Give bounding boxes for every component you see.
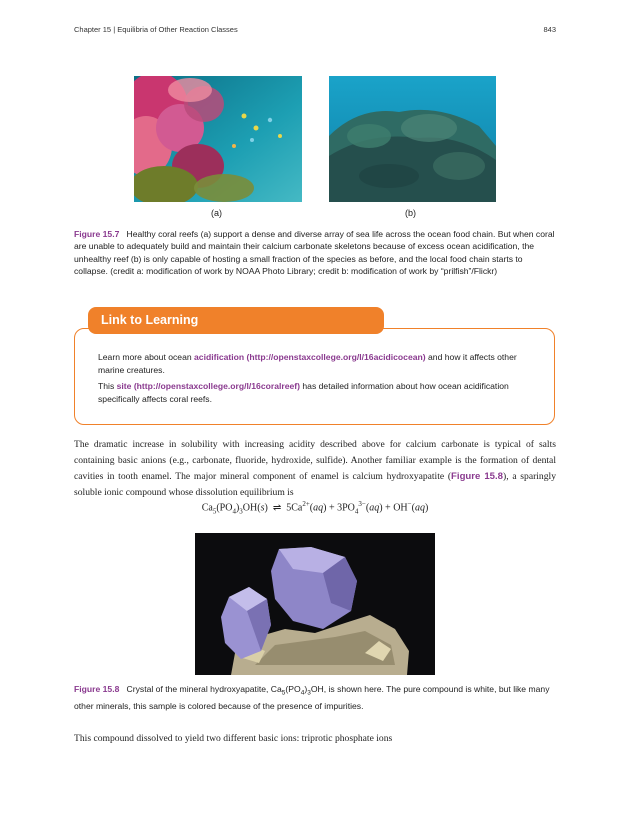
- eq-po4-charge: 3−: [358, 500, 366, 508]
- para1-text-before: The dramatic increase in solubility with increasing acidity described above for calcium carbonate is typical of salts containing basic anions (e.g., carbonate, fluoride, hydroxide, sulfide). Another familiar example is the formation of dental cavities in tooth enamel. The major mineral component of enamel is calcium hydroxyapatite (: [74, 439, 556, 482]
- fig8-caption-mid-1: (PO: [285, 684, 301, 694]
- eq-ca-charge: 2+: [302, 500, 310, 508]
- eq-oh-charge: −: [407, 500, 412, 508]
- fig8-sub-3: 3: [307, 689, 311, 697]
- para1-text-after: ), a sparingly soluble ionic compound whose dissolution equilibrium is: [74, 471, 556, 498]
- eq-oh-close: ): [264, 502, 268, 514]
- eq-aq2-close: ): [379, 502, 383, 514]
- figure-15-8-reference-link[interactable]: Figure 15.8: [451, 471, 504, 482]
- fig8-caption-before: Crystal of the mineral hydroxyapatite, Ca: [126, 684, 282, 694]
- unhealthy-coral-reef-photo: [329, 76, 496, 202]
- page-header: [74, 25, 556, 37]
- figure-a-label: (a): [211, 208, 222, 218]
- eq-aq2: aq: [369, 502, 380, 514]
- link-p1-text-after: and how it affects other marine creatures.: [98, 352, 517, 375]
- eq-ca-sub: 5: [212, 507, 217, 516]
- figure-b-label: (b): [405, 208, 416, 218]
- eq-ca: Ca: [201, 502, 213, 514]
- figure-15-7-number: Figure 15.7: [74, 229, 120, 239]
- eq-po4-open: (PO: [216, 502, 233, 514]
- body-paragraph-2: This compound dissolved to yield two different basic ions: triprotic phosphate ions: [74, 733, 393, 744]
- eq-aq1-open: (: [309, 502, 314, 514]
- coral-reef-site-link[interactable]: site (http://openstaxcollege.org/l/16coralreef): [116, 381, 301, 391]
- body-paragraph-1: [74, 437, 556, 501]
- eq-aq3: aq: [414, 502, 425, 514]
- link-p1-text-before: Learn more about ocean: [98, 352, 195, 362]
- acidification-link[interactable]: acidification (http://openstaxcollege.org/l/16acidicocean): [194, 352, 426, 362]
- eq-aq2-open: (: [365, 502, 370, 514]
- link-p2-text-before: This: [98, 381, 117, 391]
- hydroxyapatite-crystal-photo: [195, 533, 435, 675]
- chapter-title: Chapter 15 | Equilibria of Other Reaction Classes: [74, 25, 238, 34]
- link-paragraph-2: [98, 380, 538, 406]
- eq-aq3-open: (: [411, 502, 415, 514]
- figure-15-8-number: Figure 15.8: [74, 684, 120, 694]
- eq-po4-ion: 3PO: [337, 502, 355, 514]
- fig8-sub-2: 4: [300, 689, 305, 697]
- link-paragraph-1: [98, 351, 538, 377]
- eq-po4-ion-sub: 4: [354, 507, 359, 516]
- eq-plus-2: +: [382, 502, 394, 514]
- dissolution-equilibrium-equation: [0, 500, 630, 515]
- page-number: 843: [543, 25, 556, 34]
- healthy-coral-reef-photo: [134, 76, 302, 202]
- eq-solid-state: s: [260, 502, 265, 514]
- fig8-caption-after: OH, is shown here. The pure compound is white, but like many other minerals, this sample is colored because of the presence of impurities.: [74, 684, 550, 712]
- eq-oh-ion: OH: [393, 502, 408, 514]
- figure-15-7-caption: [74, 228, 556, 278]
- eq-plus-1: +: [326, 502, 338, 514]
- equilibrium-arrow-icon: ⇌: [272, 502, 282, 514]
- eq-aq3-close: ): [424, 502, 429, 514]
- link-p2-text-after: has detailed information about how ocean acidification specifically affects coral reefs.: [98, 381, 509, 404]
- eq-po4-sub: 4: [232, 507, 236, 516]
- link-to-learning-title: Link to Learning: [88, 307, 384, 334]
- eq-aq1: aq: [313, 502, 324, 514]
- eq-oh: OH(: [242, 502, 261, 514]
- eq-ca-ion: 5Ca: [286, 502, 303, 514]
- figure-15-8-caption: [74, 683, 556, 713]
- fig8-caption-mid-2: ): [304, 684, 308, 694]
- fig8-sub-1: 5: [281, 689, 286, 697]
- eq-po4-close: ): [235, 502, 240, 514]
- eq-aq1-close: ): [323, 502, 327, 514]
- eq-po4-count: 3: [239, 507, 243, 516]
- figure-15-7-caption-text: Healthy coral reefs (a) support a dense and diverse array of sea life across the ocean food chain. But when coral are unable to adequately build and maintain their calcium carbonate skeletons because of excess ocean acidification, the unhealthy reef (b) is only capable of hosting a small fraction of the species as before, and the local food chain starts to collapse. (credit a: modification of work by NOAA Photo Library; credit b: modification of work by “prilfish”/Flickr): [74, 229, 555, 277]
